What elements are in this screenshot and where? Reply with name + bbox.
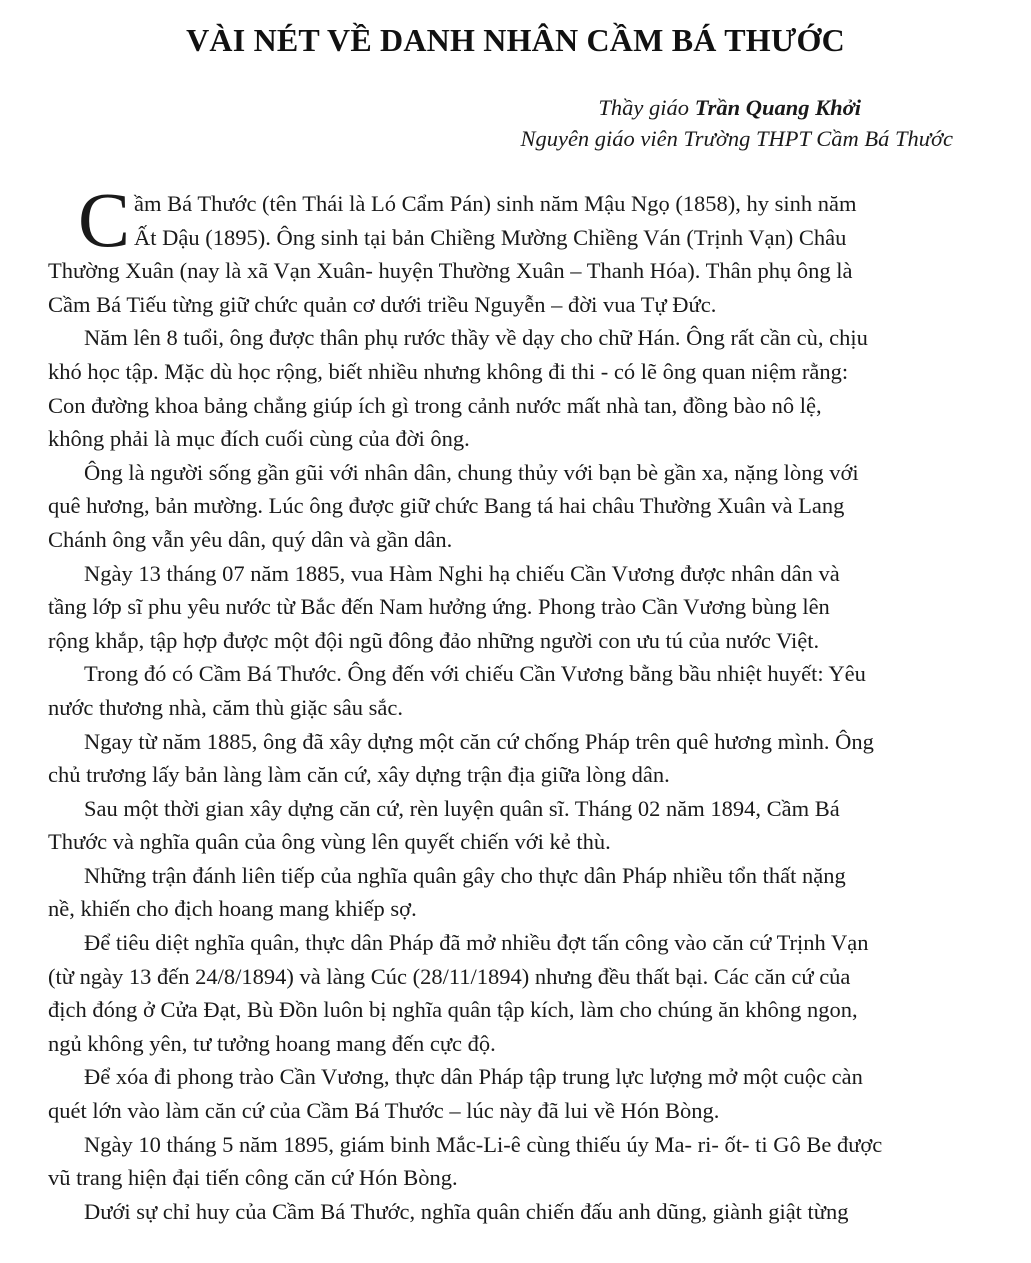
author-block [520, 92, 953, 154]
text-line: Ngay từ năm 1885, ông đã xây dựng một căn cứ chống Pháp trên quê hương mình. Ông [84, 728, 874, 754]
text-line: không phải là mục đích cuối cùng của đời ông. [48, 426, 470, 452]
text-line: quê hương, bản mường. Lúc ông được giữ chức Bang tá hai châu Thường Xuân và Lang [48, 493, 845, 519]
text-line: nề, khiến cho địch hoang mang khiếp sợ. [48, 896, 417, 922]
article-title: VÀI NÉT VỀ DANH NHÂN CẦM BÁ THƯỚC [186, 22, 845, 58]
text-line: Để xóa đi phong trào Cần Vương, thực dân Pháp tập trung lực lượng mở một cuộc càn [84, 1064, 863, 1090]
author-prefix: Thầy giáo [598, 95, 695, 120]
text-line: ầm Bá Thước (tên Thái là Ló Cẩm Pán) sinh năm Mậu Ngọ (1858), hy sinh năm [134, 191, 857, 216]
paragraph-5 [48, 657, 946, 724]
paragraph-1 [48, 176, 946, 321]
text-line: Ngày 10 tháng 5 năm 1895, giám binh Mắc-Li-ê cùng thiếu úy Ma- ri- ốt- ti Gô Be được [84, 1131, 883, 1157]
text-line: Thước và nghĩa quân của ông vùng lên quyết chiến với kẻ thù. [48, 829, 611, 855]
paragraph-11 [48, 1128, 946, 1195]
article-body [48, 176, 946, 1228]
text-line: Ngày 13 tháng 07 năm 1885, vua Hàm Nghi hạ chiếu Cần Vương được nhân dân và [84, 560, 840, 586]
text-line: Dưới sự chỉ huy của Cầm Bá Thước, nghĩa quân chiến đấu anh dũng, giành giật từng [84, 1198, 849, 1224]
paragraph-12 [48, 1195, 946, 1229]
text-line: chủ trương lấy bản làng làm căn cứ, xây dựng trận địa giữa lòng dân. [48, 762, 670, 788]
text-line: Thường Xuân (nay là xã Vạn Xuân- huyện Thường Xuân – Thanh Hóa). Thân phụ ông là [48, 258, 853, 284]
text-line: rộng khắp, tập hợp được một đội ngũ đông đảo những người con ưu tú của nước Việt. [48, 627, 820, 653]
paragraph-6 [48, 725, 946, 792]
text-line: Chánh ông vẫn yêu dân, quý dân và gần dân. [48, 526, 453, 552]
paragraph-4 [48, 557, 946, 658]
text-line: Trong đó có Cầm Bá Thước. Ông đến với chiếu Cần Vương bằng bầu nhiệt huyết: Yêu [84, 661, 866, 687]
paragraph-8 [48, 859, 946, 926]
text-line: Ất Dậu (1895). Ông sinh tại bản Chiềng Mường Chiềng Ván (Trịnh Vạn) Châu [134, 224, 847, 250]
text-line: tầng lớp sĩ phu yêu nước từ Bắc đến Nam hưởng ứng. Phong trào Cần Vương bùng lên [48, 594, 830, 620]
text-line: Sau một thời gian xây dựng căn cứ, rèn luyện quân sĩ. Tháng 02 năm 1894, Cầm Bá [84, 795, 840, 821]
text-line: Con đường khoa bảng chẳng giúp ích gì trong cảnh nước mất nhà tan, đồng bào nô lệ, [48, 392, 822, 418]
text-line: Năm lên 8 tuổi, ông được thân phụ rước thầy về dạy cho chữ Hán. Ông rất cần cù, chịu [84, 325, 868, 351]
text-line: vũ trang hiện đại tiến công căn cứ Hón Bòng. [48, 1165, 458, 1191]
text-line: khó học tập. Mặc dù học rộng, biết nhiều nhưng không đi thi - có lẽ ông quan niệm rằng: [48, 358, 849, 384]
text-line: ngủ không yên, tư tưởng hoang mang đến cực độ. [48, 1030, 496, 1056]
paragraph-7 [48, 792, 946, 859]
text-line: Những trận đánh liên tiếp của nghĩa quân gây cho thực dân Pháp nhiều tổn thất nặng [84, 862, 846, 888]
text-line: quét lớn vào làm căn cứ của Cầm Bá Thước – lúc này đã lui về Hón Bòng. [48, 1098, 720, 1124]
author-line [520, 92, 861, 123]
paragraph-2 [48, 321, 946, 455]
text-line: Cầm Bá Tiếu từng giữ chức quản cơ dưới triều Nguyễn – đời vua Tự Đức. [48, 291, 717, 317]
author-role: Nguyên giáo viên Trường THPT Cầm Bá Thước [520, 126, 953, 151]
text-line: (từ ngày 13 đến 24/8/1894) và làng Cúc (28/11/1894) nhưng đều thất bại. Các căn cứ của [48, 963, 851, 989]
drop-cap: C [78, 176, 131, 263]
paragraph-10 [48, 1060, 946, 1127]
author-name: Trần Quang Khởi [694, 95, 861, 120]
paragraph-3 [48, 456, 946, 557]
paragraph-9 [48, 926, 946, 1060]
text-line: nước thương nhà, căm thù giặc sâu sắc. [48, 694, 403, 720]
text-line: Để tiêu diệt nghĩa quân, thực dân Pháp đã mở nhiều đợt tấn công vào căn cứ Trịnh Vạn [84, 930, 869, 956]
text-line: địch đóng ở Cửa Đạt, Bù Đồn luôn bị nghĩa quân tập kích, làm cho chúng ăn không ngon, [48, 997, 858, 1023]
text-line: Ông là người sống gần gũi với nhân dân, chung thủy với bạn bè gần xa, nặng lòng với [84, 459, 859, 485]
